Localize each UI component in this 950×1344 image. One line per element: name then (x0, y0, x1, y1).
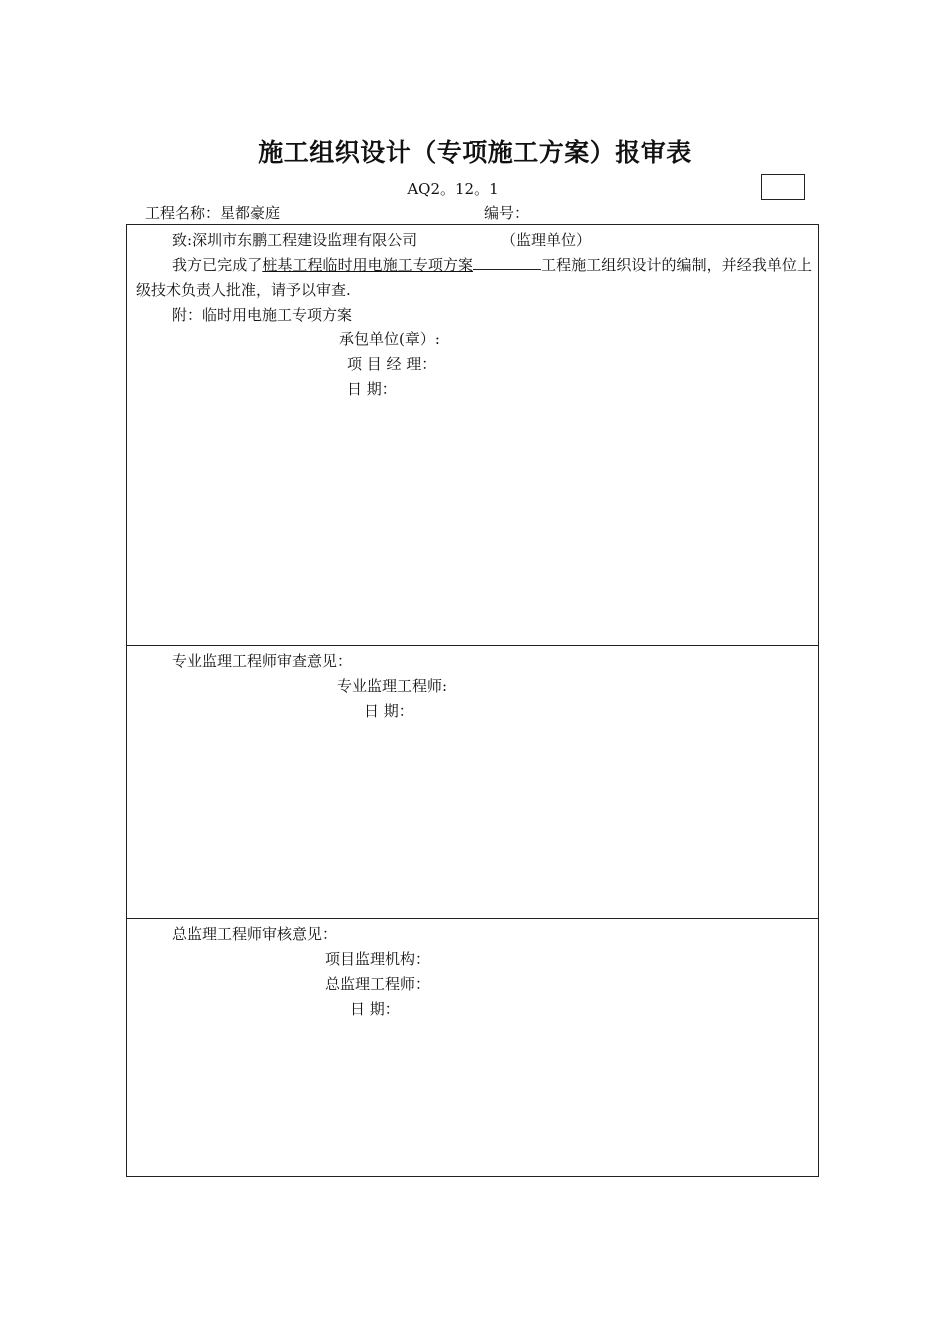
attachment-value: 临时用电施工专项方案 (202, 306, 353, 324)
number-line (484, 202, 529, 223)
specialist-date-label: 日 期： (364, 702, 414, 720)
chief-engineer-label: 总监理工程师： (325, 975, 431, 993)
attachment-line (172, 304, 352, 325)
review-form-table (126, 224, 819, 1177)
project-manager-label: 项 目 经 理： (347, 355, 437, 373)
page-title: 施工组织设计（专项施工方案）报审表 (258, 138, 692, 167)
specialist-opinion-heading: 专业监理工程师审查意见： (172, 652, 353, 670)
form-code-box (761, 174, 805, 200)
project-name-label: 工程名称： (145, 204, 221, 222)
paragraph-suffix: 工程施工组织设计的编制，并经我单位上级技术负责人批准，请予以审查. (136, 256, 812, 299)
attachment-label: 附： (172, 306, 203, 324)
addressee-prefix: 致: (172, 231, 193, 249)
submission-paragraph (136, 253, 812, 303)
specialist-review-section (127, 646, 818, 919)
addressee-value: 深圳市东鹏工程建设监理有限公司 (192, 231, 418, 249)
addressee-line (172, 229, 417, 250)
chief-date-label: 日 期： (350, 1000, 400, 1018)
specialist-engineer-label: 专业监理工程师: (337, 677, 448, 695)
addressee-suffix: （监理单位） (501, 231, 592, 249)
submission-date-label: 日 期： (347, 380, 397, 398)
form-code: AQ2。12。1 (407, 180, 499, 198)
contractor-seal-label: 承包单位(章）: (339, 330, 440, 348)
project-name-value: 星都豪庭 (220, 204, 281, 222)
supervision-org-label: 项目监理机构： (325, 950, 431, 968)
chief-opinion-heading: 总监理工程师审核意见： (172, 925, 338, 943)
paragraph-prefix: 我方已完成了 (172, 256, 263, 274)
blank-fill-line (473, 255, 541, 270)
chief-review-section (127, 919, 818, 1176)
number-label: 编号： (484, 204, 530, 222)
project-name-line (145, 202, 280, 223)
scheme-name: 桩基工程临时用电施工专项方案 (262, 256, 474, 274)
contractor-submission-section (127, 225, 818, 646)
